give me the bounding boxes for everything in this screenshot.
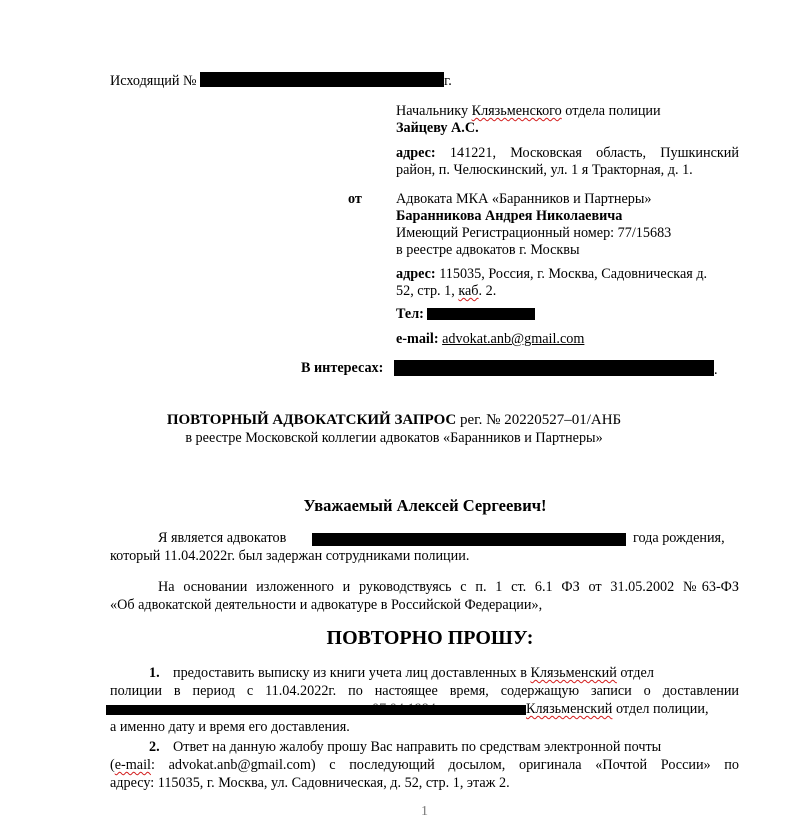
request-heading: ПОВТОРНО ПРОШУ: (326, 627, 534, 649)
para1-line1-end: года рождения, (633, 530, 725, 546)
outgoing-label: Исходящий № (110, 73, 197, 89)
interests-value: . (394, 360, 718, 379)
item1-line4: а именно дату и время его доставления. (110, 719, 350, 735)
email-line (396, 331, 584, 348)
document-title: ПОВТОРНЫЙ АДВОКАТСКИЙ ЗАПРОС рег. № 20220527–01/АНБ (166, 412, 622, 428)
sender-address-line1: адрес: 115035, Россия, г. Москва, Садовническая д. (396, 266, 708, 282)
addressee-address-line2: район, п. Челюскинский, ул. 1 я Тракторная, д. 1. (396, 162, 693, 178)
redaction-bar (427, 308, 535, 320)
document-subtitle: в реестре Московской коллегии адвокатов «Баранников и Партнеры» (185, 430, 603, 446)
outgoing-number-line (110, 72, 452, 90)
para1-line1-start: Я является адвокатов (158, 530, 287, 546)
chief-name: Зайцеву А.С. (396, 120, 479, 136)
addressee-line: Начальнику Клязьменского отдела полиции (396, 103, 661, 119)
from-label: от (348, 191, 362, 207)
item1-line2: полиции в период с 11.04.2022г. по настоящее время, содержащую записи о доставлении (110, 683, 739, 699)
email-label: e-mail: (396, 331, 439, 347)
para1-line2: который 11.04.2022г. был задержан сотрудниками полиции. (110, 548, 470, 564)
para2-line2: «Об адвокатской деятельности и адвокатуре в Российской Федерации», (110, 597, 543, 613)
tel-label: Тел: (396, 306, 424, 322)
page-number: 1 (421, 804, 428, 819)
item1-number: 1. (149, 665, 160, 681)
item1-line3-end: Клязьменский отдел полиции, (526, 701, 709, 717)
para2-line1: На основании изложенного и руководствуясь с п. 1 ст. 6.1 ФЗ от 31.05.2002 №63-ФЗ (158, 579, 739, 595)
item2-line2: (e-mail: advokat.anb@gmail.com) с последующий досылом, оригинала «Почтой России» по (110, 757, 739, 773)
item2-number: 2. (149, 739, 160, 755)
outgoing-suffix: г. (444, 73, 452, 89)
sender-name: Баранникова Андрея Николаевича (396, 208, 623, 224)
redaction-bar (312, 533, 626, 546)
addressee-address-line1: адрес: 141221, Московская область, Пушкинский (396, 145, 739, 161)
item1-line1: предоставить выписку из книги учета лиц доставленных в Клязьменский отдел (173, 665, 654, 681)
sender-address-line2: 52, стр. 1, каб. 2. (396, 283, 497, 299)
interests-label: В интересах: (301, 360, 384, 376)
item2-line1: Ответ на данную жалобу прошу Вас направить по средствам электронной почты (173, 739, 662, 755)
sender-line1: Адвоката МКА «Баранников и Партнеры» (396, 191, 652, 207)
redaction-bar (394, 360, 714, 376)
redaction-bar (200, 72, 444, 87)
greeting: Уважаемый Алексей Сергеевич! (303, 496, 547, 515)
sender-reg-line: Имеющий Регистрационный номер: 77/15683 (396, 225, 672, 241)
email-link[interactable]: advokat.anb@gmail.com (442, 331, 585, 347)
police-dept-name: Клязьменского (471, 103, 562, 119)
redaction-bar (106, 705, 526, 715)
tel-line (396, 306, 535, 323)
sender-registry-line: в реестре адвокатов г. Москвы (396, 242, 580, 258)
item2-line3: адресу: 115035, г. Москва, ул. Садовническая, д. 52, стр. 1, этаж 2. (110, 775, 510, 791)
